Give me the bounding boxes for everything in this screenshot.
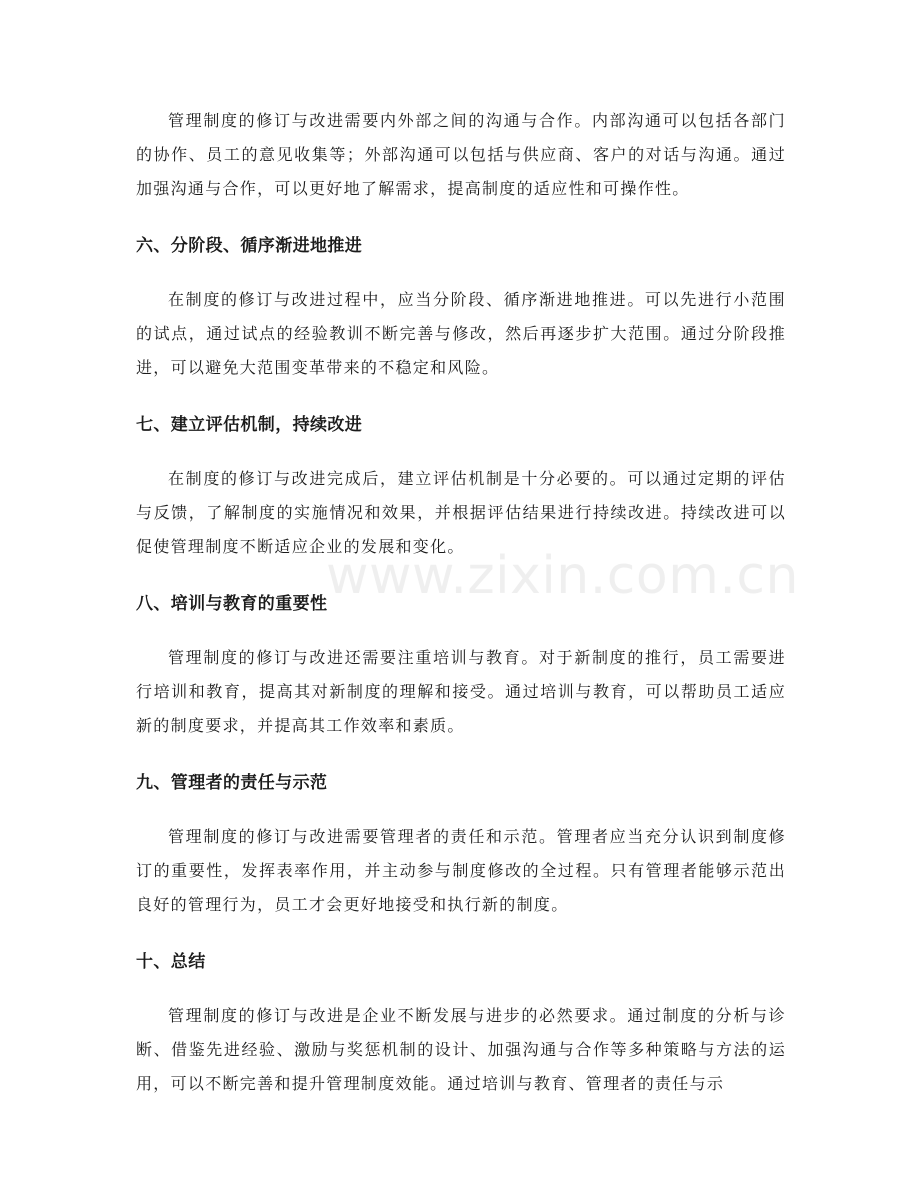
watermark-text: www.zixin.com.cn — [326, 546, 799, 606]
paragraph-training: 管理制度的修订与改进还需要注重培训与教育。对于新制度的推行，员工需要进行培训和教育，提高其对新制度的理解和接受。通过培训与教育，可以帮助员工适应新的制度要求，并提高其工作效率和素质。 — [136, 648, 786, 735]
section-heading-6: 六、分阶段、循序渐进地推进 — [136, 236, 363, 256]
section-heading-9: 九、管理者的责任与示范 — [136, 773, 328, 793]
paragraph-evaluation: 在制度的修订与改进完成后，建立评估机制是十分必要的。可以通过定期的评估与反馈，了解制度的实施情况和效果，并根据评估结果进行持续改进。持续改进可以促使管理制度不断适应企业的发展和变化。 — [136, 469, 786, 556]
paragraph-phased-rollout: 在制度的修订与改进过程中，应当分阶段、循序渐进地推进。可以先进行小范围的试点，通过试点的经验教训不断完善与修改，然后再逐步扩大范围。通过分阶段推进，可以避免大范围变革带来的不稳定和风险。 — [136, 290, 786, 377]
paragraph-summary: 管理制度的修订与改进是企业不断发展与进步的必然要求。通过制度的分析与诊断、借鉴先进经验、激励与奖惩机制的设计、加强沟通与合作等多种策略与方法的运用，可以不断完善和提升管理制度效能。通过培训与教育、管理者的责任与示 — [136, 1006, 786, 1093]
paragraph-manager-role: 管理制度的修订与改进需要管理者的责任和示范。管理者应当充分认识到制度修订的重要性，发挥表率作用，并主动参与制度修改的全过程。只有管理者能够示范出良好的管理行为，员工才会更好地接受和执行新的制度。 — [136, 827, 786, 914]
section-heading-8: 八、培训与教育的重要性 — [136, 594, 328, 614]
section-heading-7: 七、建立评估机制，持续改进 — [136, 415, 363, 435]
paragraph-communication: 管理制度的修订与改进需要内外部之间的沟通与合作。内部沟通可以包括各部门的协作、员工的意见收集等；外部沟通可以包括与供应商、客户的对话与沟通。通过加强沟通与合作，可以更好地了解需求，提高制度的适应性和可操作性。 — [136, 111, 786, 198]
section-heading-10: 十、总结 — [136, 952, 206, 972]
